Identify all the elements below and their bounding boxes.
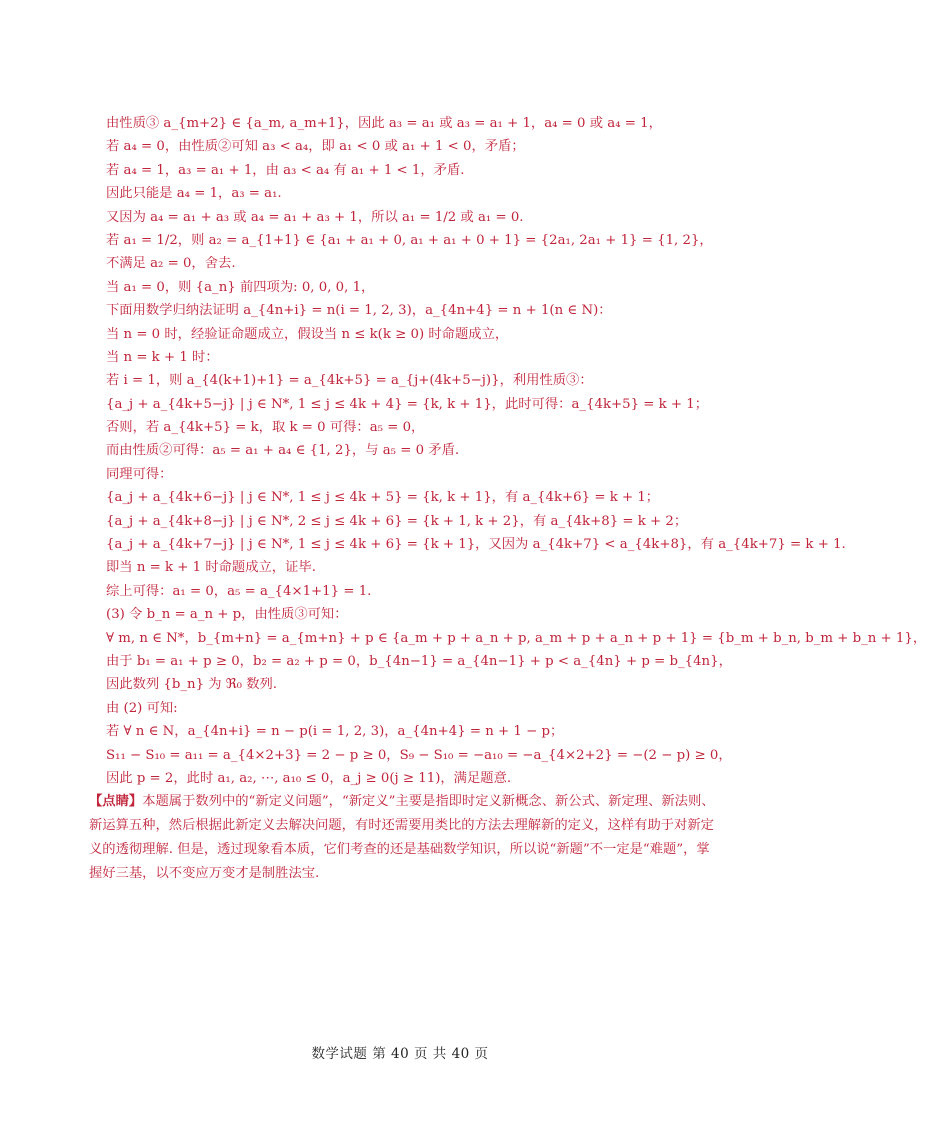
solution-line: 由于 b₁ = a₁ + p ≥ 0，b₂ = a₂ + p = 0，b_{4n−1} = a_{4n−1} + p < a_{4n} + p = b_{4n}， (106, 653, 732, 669)
solution-line: 若 a₄ = 0，由性质②可知 a₃ < a₄，即 a₁ < 0 或 a₁ + 1 < 0，矛盾； (106, 139, 525, 155)
solution-line: 又因为 a₄ = a₁ + a₃ 或 a₄ = a₁ + a₃ + 1，所以 a₁ = 1/2 或 a₁ = 0. (106, 209, 524, 225)
solution-line: 因此 p = 2，此时 a₁, a₂, ⋯, a₁₀ ≤ 0，a_j ≥ 0(j ≥ 11)，满足题意. (106, 770, 512, 786)
solution-line: S₁₁ − S₁₀ = a₁₁ = a_{4×2+3} = 2 − p ≥ 0，S₉ − S₁₀ = −a₁₀ = −a_{4×2+2} = −(2 − p) ≥ 0， (106, 747, 732, 763)
solution-line: 因此数列 {b_n} 为 ℜ₀ 数列. (106, 677, 278, 693)
solution-body (0, 112, 926, 886)
solution-line: 若 i = 1，则 a_{4(k+1)+1} = a_{4k+5} = a_{j+(4k+5−j)}，利用性质③： (106, 373, 593, 389)
solution-line: {a_j + a_{4k+7−j} | j ∈ N*, 1 ≤ j ≤ 4k + 6} = {k + 1}，又因为 a_{4k+7} < a_{4k+8}，有 a_{4k+7} = k + 1. (106, 537, 846, 553)
solution-line: 当 n = 0 时，经验证命题成立，假设当 n ≤ k(k ≥ 0) 时命题成立， (106, 326, 509, 342)
solution-line: 即当 n = k + 1 时命题成立，证毕. (106, 560, 316, 576)
solution-line: 由 (2) 可知: (106, 700, 178, 716)
solution-line: 由性质③ a_{m+2} ∈ {a_m, a_m+1}，因此 a₃ = a₁ 或 a₃ = a₁ + 1，a₄ = 0 或 a₄ = 1， (106, 116, 662, 131)
solution-line: 若 a₄ = 1，a₃ = a₁ + 1，由 a₃ < a₄ 有 a₁ + 1 < 1，矛盾. (106, 162, 465, 178)
comment-paragraph (0, 790, 800, 886)
solution-line: 因此只能是 a₄ = 1，a₃ = a₁. (106, 186, 282, 202)
comment-text: 本题属于数列中的“新定义问题”，“新定义”主要是指即时定义新概念、新公式、新定理、新法则、新运算五种，然后根据此新定义去解决问题，有时还需要用类比的方法去理解新的定义，这样有助于对新定义的透彻理解. 但是，透过现象看本质，它们考查的还是基础数学知识，所以说“新题”不一定是“难题”，掌握好三基，以不变应万变才是制胜法宝. (89, 794, 715, 882)
solution-line: 若 ∀ n ∈ N，a_{4n+i} = n − p(i = 1, 2, 3)，a_{4n+4} = n + 1 − p； (106, 724, 564, 740)
solution-line: {a_j + a_{4k+6−j} | j ∈ N*, 1 ≤ j ≤ 4k + 5} = {k, k + 1}，有 a_{4k+6} = k + 1； (106, 490, 660, 506)
solution-line: 同理可得： (106, 466, 173, 482)
solution-line: 而由性质②可得：a₅ = a₁ + a₄ ∈ {1, 2}，与 a₅ = 0 矛盾. (106, 443, 460, 459)
solution-line: ∀ m, n ∈ N*，b_{m+n} = a_{m+n} + p ∈ {a_m + p + a_n + p, a_m + p + a_n + p + 1} = {b_m + b_n, b_m + b_n + 1}， (106, 630, 926, 646)
solution-line: {a_j + a_{4k+8−j} | j ∈ N*, 2 ≤ j ≤ 4k + 6} = {k + 1, k + 2}，有 a_{4k+8} = k + 2； (106, 513, 688, 529)
solution-line: 当 n = k + 1 时： (106, 349, 219, 365)
comment-label: 【点睛】 (89, 794, 143, 810)
page-footer: 数学试题 第 40 页 共 40 页 (311, 1046, 489, 1062)
solution-line: 不满足 a₂ = 0，舍去. (106, 256, 236, 272)
solution-line: 当 a₁ = 0，则 {a_n} 前四项为: 0, 0, 0, 1， (106, 279, 375, 295)
solution-line: 若 a₁ = 1/2，则 a₂ = a_{1+1} ∈ {a₁ + a₁ + 0, a₁ + a₁ + 0 + 1} = {2a₁, 2a₁ + 1} = {1, 2}， (106, 232, 713, 248)
solution-line: 否则，若 a_{4k+5} = k，取 k = 0 可得：a₅ = 0， (106, 420, 425, 436)
solution-line: 下面用数学归纳法证明 a_{4n+i} = n(i = 1, 2, 3)，a_{4n+4} = n + 1(n ∈ N)： (106, 303, 612, 319)
solution-line: (3) 令 b_n = a_n + p，由性质③可知： (106, 607, 348, 623)
solution-line: {a_j + a_{4k+5−j} | j ∈ N*, 1 ≤ j ≤ 4k + 4} = {k, k + 1}，此时可得：a_{4k+5} = k + 1； (106, 396, 709, 412)
solution-line: 综上可得：a₁ = 0，a₅ = a_{4×1+1} = 1. (106, 583, 372, 599)
